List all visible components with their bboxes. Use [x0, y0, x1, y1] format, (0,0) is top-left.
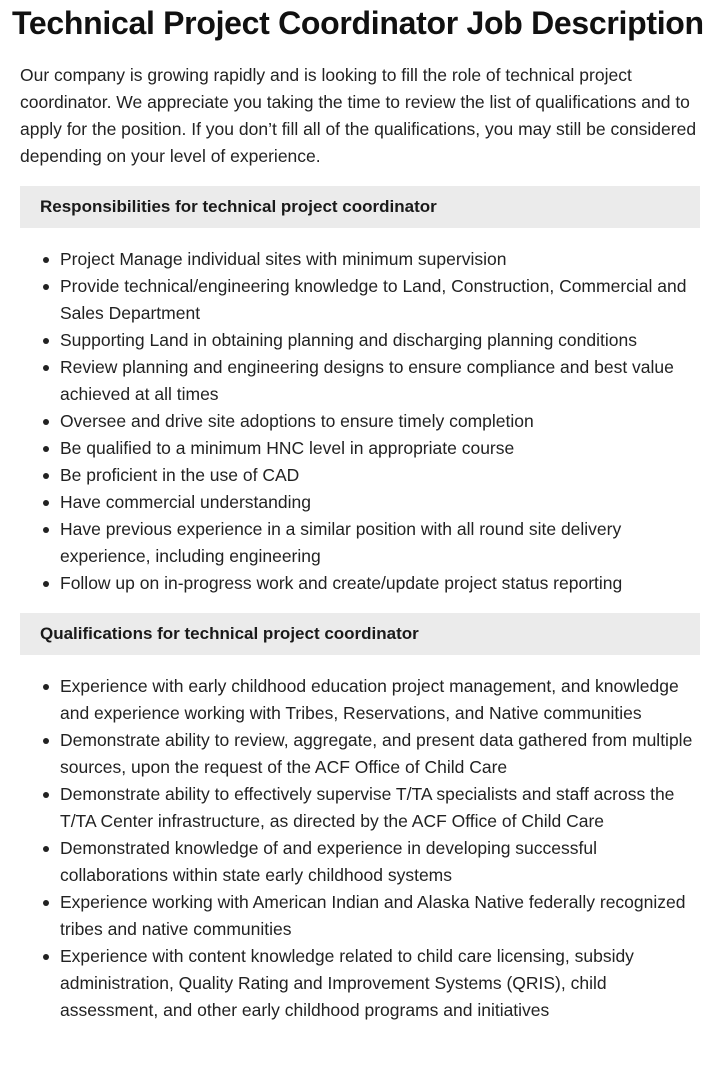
- bullet-icon: [43, 738, 49, 744]
- list-item-text: Have commercial understanding: [60, 492, 311, 512]
- bullet-icon: [43, 446, 49, 452]
- list-item: [60, 327, 700, 354]
- list-item-text: Experience with content knowledge related to child care licensing, subsidy administration, Quality Rating and Improvement Systems (QRIS), child assessment, and other early childhood programs and initiatives: [60, 946, 634, 1020]
- bullet-icon: [43, 257, 49, 263]
- list-item: [60, 408, 700, 435]
- bullet-icon: [43, 365, 49, 371]
- list-item: [60, 354, 700, 408]
- bullet-icon: [43, 792, 49, 798]
- bullet-icon: [43, 846, 49, 852]
- list-item: [60, 489, 700, 516]
- list-item: [60, 943, 700, 1024]
- bullet-icon: [43, 900, 49, 906]
- bullet-icon: [43, 473, 49, 479]
- list-item-text: Follow up on in-progress work and create/update project status reporting: [60, 573, 623, 593]
- qualifications-heading: Qualifications for technical project coordinator: [20, 613, 700, 655]
- list-item-text: Oversee and drive site adoptions to ensure timely completion: [60, 411, 534, 431]
- list-item-text: Supporting Land in obtaining planning and discharging planning conditions: [60, 330, 637, 350]
- bullet-icon: [43, 684, 49, 690]
- list-item-text: Experience with early childhood education project management, and knowledge and experience working with Tribes, Reservations, and Native communities: [60, 676, 679, 723]
- page-title: Technical Project Coordinator Job Description: [12, 5, 704, 41]
- intro-paragraph: Our company is growing rapidly and is looking to fill the role of technical project coordinator. We appreciate you taking the time to review the list of qualifications and to apply for the position. If you don’t fill all of the qualifications, you may still be considered depending on your level of experience.: [20, 65, 697, 166]
- list-item: [60, 727, 700, 781]
- bullet-icon: [43, 954, 49, 960]
- list-item-text: Provide technical/engineering knowledge to Land, Construction, Commercial and Sales Department: [60, 276, 687, 323]
- responsibilities-list: [20, 246, 700, 597]
- bullet-icon: [43, 500, 49, 506]
- list-item-text: Be proficient in the use of CAD: [60, 465, 300, 485]
- list-item-text: Review planning and engineering designs to ensure compliance and best value achieved at all times: [60, 357, 674, 404]
- bullet-icon: [43, 581, 49, 587]
- bullet-icon: [43, 419, 49, 425]
- list-item-text: Have previous experience in a similar position with all round site delivery experience, including engineering: [60, 519, 622, 566]
- list-item: [60, 781, 700, 835]
- bullet-icon: [43, 338, 49, 344]
- list-item: [60, 673, 700, 727]
- list-item: [60, 516, 700, 570]
- list-item-text: Demonstrated knowledge of and experience in developing successful collaborations within state early childhood systems: [60, 838, 597, 885]
- list-item: [60, 435, 700, 462]
- responsibilities-heading: Responsibilities for technical project coordinator: [20, 186, 700, 228]
- list-item-text: Project Manage individual sites with minimum supervision: [60, 249, 507, 269]
- list-item: [60, 570, 700, 597]
- list-item-text: Experience working with American Indian and Alaska Native federally recognized tribes and native communities: [60, 892, 686, 939]
- bullet-icon: [43, 284, 49, 290]
- list-item-text: Demonstrate ability to review, aggregate, and present data gathered from multiple sources, upon the request of the ACF Office of Child Care: [60, 730, 693, 777]
- list-item: [60, 889, 700, 943]
- list-item-text: Be qualified to a minimum HNC level in appropriate course: [60, 438, 515, 458]
- list-item: [60, 273, 700, 327]
- list-item: [60, 835, 700, 889]
- list-item-text: Demonstrate ability to effectively supervise T/TA specialists and staff across the T/TA Center infrastructure, as directed by the ACF Office of Child Care: [60, 784, 675, 831]
- list-item: [60, 462, 700, 489]
- list-item: [60, 246, 700, 273]
- bullet-icon: [43, 527, 49, 533]
- qualifications-list: [20, 673, 700, 1024]
